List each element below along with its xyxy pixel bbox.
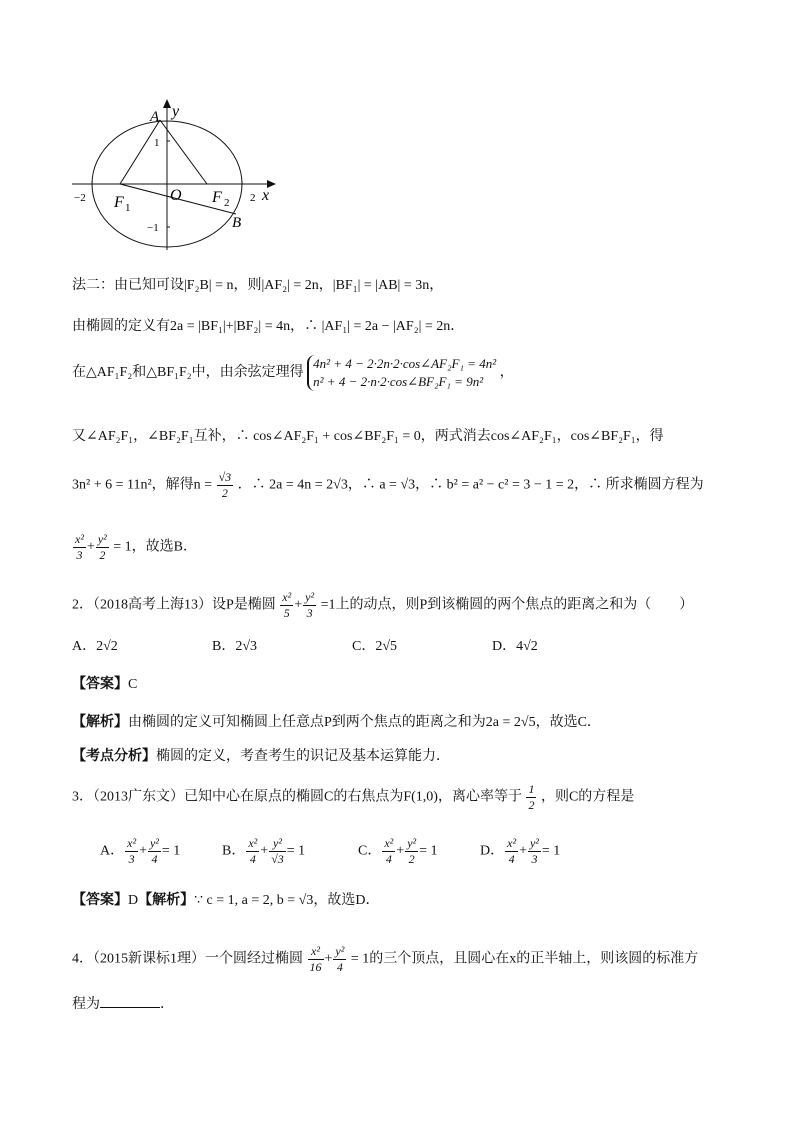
cosine-system <box>307 355 496 391</box>
label-1: 1 <box>154 137 160 149</box>
q4-answer-blank[interactable] <box>100 995 160 1008</box>
method2-line1: 法二：由已知可设|F₂B| = n，则|AF₂| = 2n，|BF₁| = |AB| = 3n， <box>72 278 444 293</box>
method2-line3-suffix: ， <box>499 365 514 381</box>
method2-line6: $\frac{\text{x²}}{3}$ + $\frac{\text{y²}}{2}$ = 1，故选B． <box>75 532 198 562</box>
q3-option-b[interactable]: B． $\frac{\text{x²}}{4}$ + $\frac{\text{y²}}{√3}$ = 1 <box>222 836 306 866</box>
label-F1: F <box>114 194 124 211</box>
q2-option-b[interactable]: B．2√3 <box>212 639 258 654</box>
q3-option-c[interactable]: C． $\frac{\text{x²}}{4}$ + $\frac{\text{y²}}{2}$ = 1 <box>358 836 438 866</box>
q3-stem: 3．（2013广东文）已知中心在原点的椭圆C的右焦点为F(1,0)，离心率等于 $\frac{1}{2}$ ，则C的方程是 <box>72 782 635 812</box>
label-A: A <box>150 109 160 125</box>
method2-line5-b: ．∴ 2a = 4n = 2√3，∴ a = √3，∴ b² = a² − c² = 3 − 1 = 2，∴ 所求椭圆方程为 <box>237 477 704 493</box>
q2-option-a[interactable]: A．2√2 <box>72 639 118 654</box>
q2-keypoint: 【考点分析】椭圆的定义，考查考生的识记及基本运算能力． <box>72 749 450 764</box>
label-B: B <box>232 215 242 231</box>
method2-line3-prefix: 在△AF₁F₂和△BF₁F₂中，由余弦定理得 <box>72 365 304 381</box>
q2-option-d[interactable]: D．4√2 <box>492 639 538 654</box>
fraction-y2-2: $\frac{\text{y²}}{2}$ <box>97 532 107 562</box>
q4-frac-x: $\frac{\text{x²}}{16}$ <box>309 944 322 974</box>
label-F2-sub: 2 <box>224 197 230 209</box>
q2-answer: 【答案】C <box>72 677 138 692</box>
q2-frac-y: $\frac{\text{y²}}{3}$ <box>305 590 315 620</box>
q3-frac-e: $\frac{1}{2}$ <box>528 782 535 812</box>
q2-option-c[interactable]: C．2√5 <box>352 639 398 654</box>
q4-stem-end: 程为 ． <box>72 997 174 1012</box>
method2-line5-a: 3n² + 6 = 11n²，解得n = <box>72 477 213 493</box>
cosine-eq2: n² + 4 − 2·n·2·cos∠BF₂F₁ = 9n² <box>313 374 484 389</box>
segment-AF1 <box>120 120 160 184</box>
q4-stem: 4．（2015新课标1理）一个圆经过椭圆 $\frac{\text{x²}}{16}$ + $\frac{\text{y²}}{4}$ = 1的三个顶点，且圆心在x的正半轴上，则该圆的标准方 <box>72 944 699 974</box>
label-neg2: −2 <box>74 192 86 204</box>
method2-line6-tail: = 1，故选B． <box>113 539 198 555</box>
q3-answer: 【答案】D【解析】∵ c = 1, a = 2, b = √3，故选D． <box>72 893 380 908</box>
fraction-x2-3: $\frac{\text{x²}}{3}$ <box>75 532 84 562</box>
q2-frac-x: $\frac{\text{x²}}{5}$ <box>282 590 292 620</box>
q2-stem: 2．（2018高考上海13）设P是椭圆 $\frac{\text{x²}}{5}$ + $\frac{\text{y²}}{3}$ =1上的动点，则P到该椭圆的两个焦点的距离之和为（ ） <box>72 590 694 620</box>
q3-option-a[interactable]: A． $\frac{\text{x²}}{3}$ + $\frac{\text{y²}}{4}$ = 1 <box>100 836 181 866</box>
q4-frac-y: $\frac{\text{y²}}{4}$ <box>335 944 345 974</box>
label-y: y <box>172 103 180 120</box>
fraction-n: $\frac{√3}{2}$ <box>218 470 232 500</box>
cosine-eq1: 4n² + 4 − 2·2n·2·cos∠AF₂F₁ = 4n² <box>313 356 497 371</box>
label-F2: F <box>212 189 222 206</box>
label-O: O <box>170 187 182 204</box>
label-F1-sub: 1 <box>125 202 131 214</box>
ellipse-figure <box>62 98 282 258</box>
method2-line3 <box>72 355 514 391</box>
label-neg1: −1 <box>147 222 159 234</box>
q3-option-d[interactable]: D． $\frac{\text{x²}}{4}$ + $\frac{\text{y²}}{3}$ = 1 <box>480 836 561 866</box>
y-axis-arrow <box>163 99 171 108</box>
method2-line4: 又∠AF₂F₁，∠BF₂F₁互补，∴ cos∠AF₂F₁ + cos∠BF₂F₁ = 0，两式消去cos∠AF₂F₁，cos∠BF₂F₁，得 <box>72 429 664 444</box>
label-2: 2 <box>250 192 256 204</box>
q2-analysis: 【解析】由椭圆的定义可知椭圆上任意点P到两个焦点的距离之和为2a = 2√5，故选C． <box>72 715 601 730</box>
method2-line2: 由椭圆的定义有2a = |BF₁|+|BF₂| = 4n，∴ |AF₁| = 2a − |AF₂| = 2n． <box>72 319 465 334</box>
method2-line5 <box>72 470 704 501</box>
label-x: x <box>262 187 270 204</box>
